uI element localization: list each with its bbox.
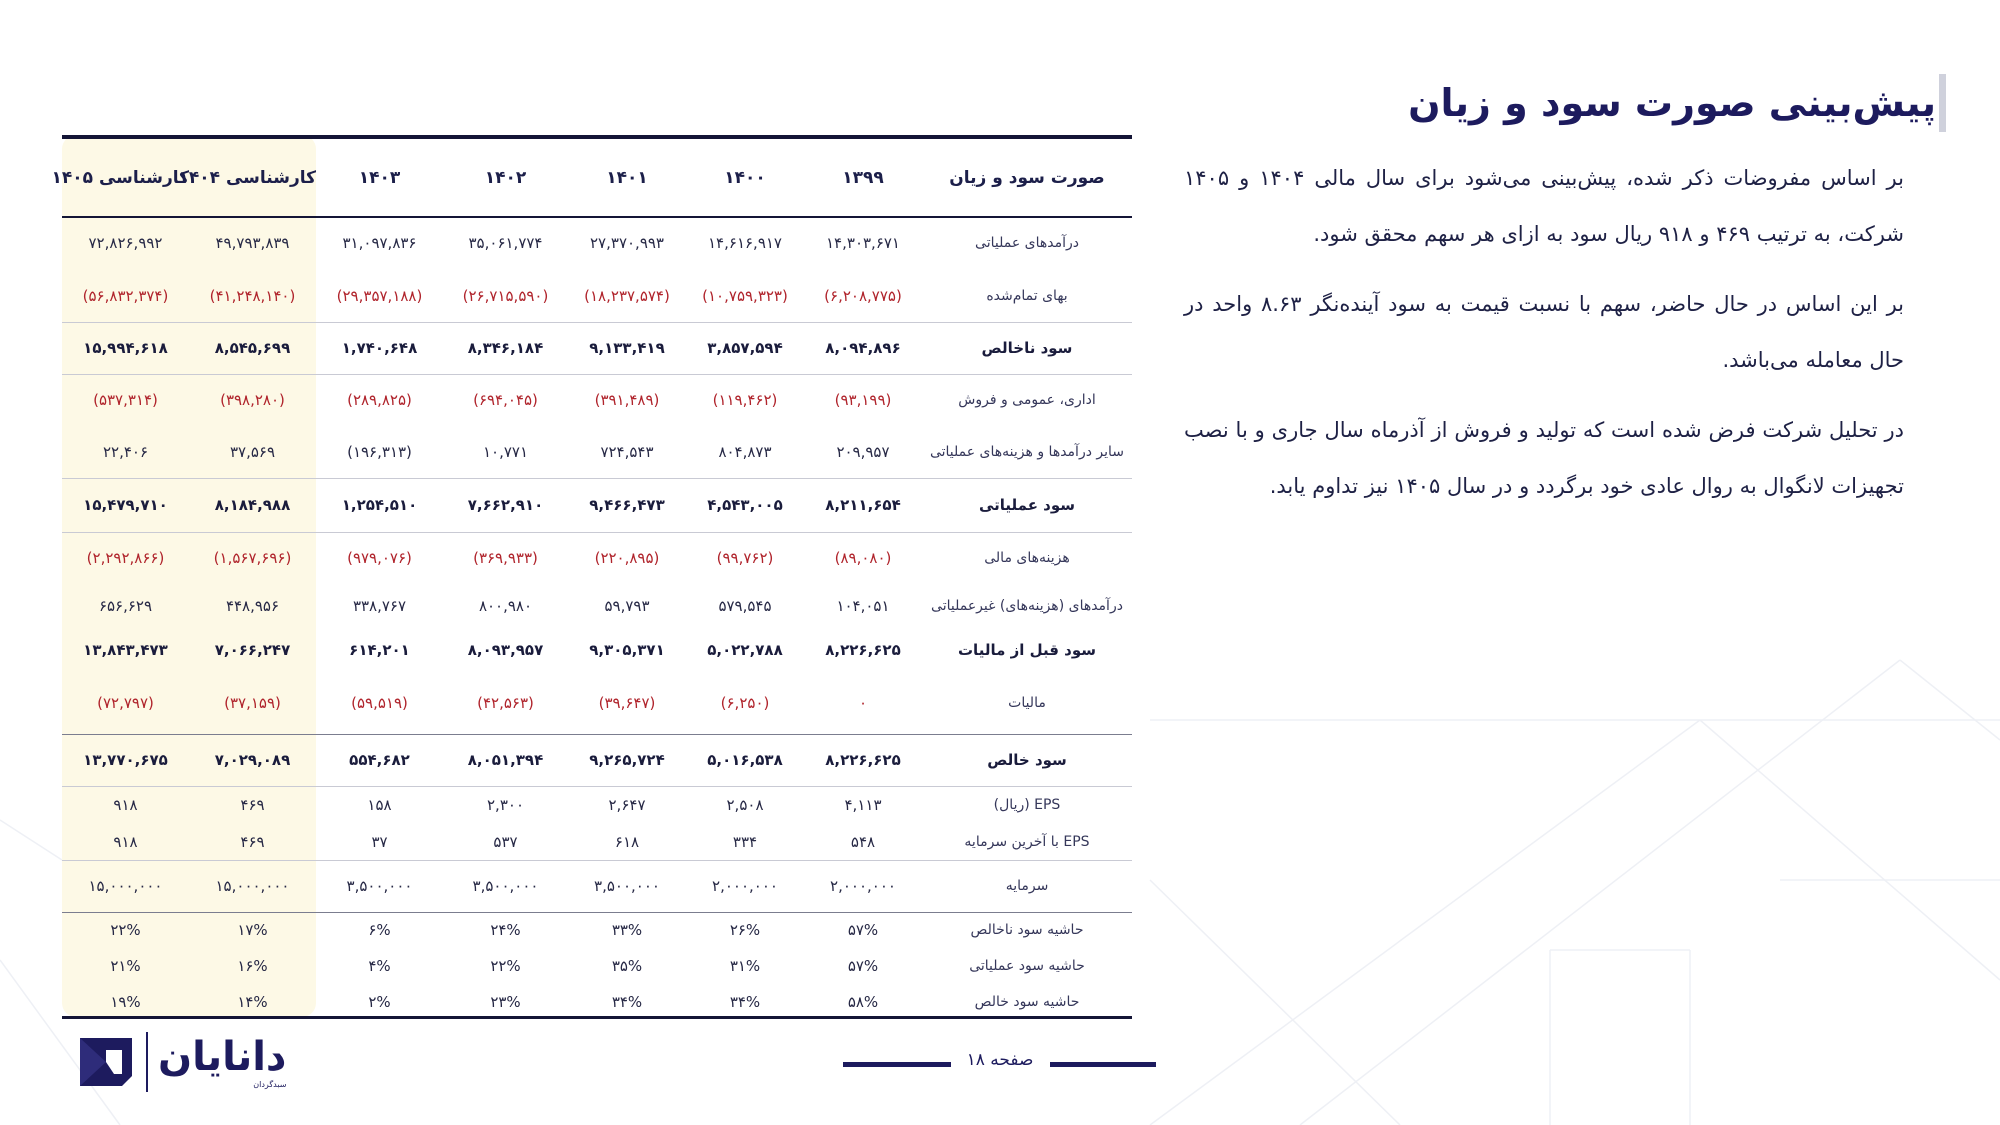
table-row [62, 270, 1132, 322]
row-value: ۱۹% [110, 993, 141, 1011]
table-row [62, 322, 1132, 374]
row-value: (۳۹,۶۴۷) [598, 693, 656, 712]
row-value: ۸,۰۵۱,۳۹۴ [443, 734, 568, 786]
row-value: ۹,۱۳۳,۴۱۹ [568, 322, 686, 374]
row-value: ۳,۵۰۰,۰۰۰ [316, 860, 443, 912]
row-value: ۹۱۸ [62, 786, 189, 824]
table-row [62, 912, 1132, 948]
brand-subtitle: سبدگردان [253, 1079, 287, 1089]
row-value: ۱۴,۳۰۳,۶۷۱ [826, 234, 900, 252]
table-row [62, 860, 1132, 912]
row-value: ۳,۵۰۰,۰۰۰ [568, 860, 686, 912]
page-title: پیش‌بینی صورت سود و زیان [1408, 81, 1936, 125]
row-label: سایر درآمدها و هزینه‌های عملیاتی [929, 443, 1125, 460]
row-value: ۲۲% [490, 957, 521, 975]
row-label: اداری، عمومی و فروش [922, 374, 1132, 426]
row-value: ۱۰۴,۰۵۱ [836, 597, 890, 615]
header-year: ۱۴۰۰ [724, 167, 766, 188]
income-statement-table [51, 139, 1132, 1020]
table-row [62, 628, 1132, 672]
row-value: ۱۵,۴۷۹,۷۱۰ [62, 478, 189, 532]
row-value: (۲۹,۳۵۷,۱۸۸) [336, 286, 423, 305]
row-value: (۱۹۶,۳۱۳) [347, 442, 412, 461]
row-value: ۱۵,۰۰۰,۰۰۰ [62, 860, 189, 912]
row-value: ۷۲,۸۲۶,۹۹۲ [88, 234, 163, 252]
header-year: ۱۴۰۲ [484, 167, 527, 188]
row-value: (۷۲,۷۹۷) [97, 693, 154, 712]
page-number: صفحه ۱۸ [966, 1050, 1034, 1070]
row-label: EPS (ریال) [922, 786, 1132, 824]
title-accent-bar [1939, 74, 1946, 132]
logo-mark-icon [76, 1032, 136, 1092]
table-row [62, 984, 1132, 1020]
row-value: ۲۷,۳۷۰,۹۹۳ [590, 234, 664, 252]
row-value: ۴۶۹ [240, 832, 265, 851]
row-label: سود قبل از مالیات [957, 641, 1096, 659]
row-value: ۸,۲۱۱,۶۵۴ [804, 478, 922, 532]
page-rule-left [843, 1062, 951, 1067]
row-value: ۱۰,۷۷۱ [482, 442, 529, 461]
row-value: ۹,۲۶۵,۷۲۴ [568, 734, 686, 786]
row-label: EPS با آخرین سرمایه [964, 833, 1090, 850]
row-label: سود خالص [922, 734, 1132, 786]
row-value: ۲۱% [110, 957, 141, 975]
table-row [62, 374, 1132, 426]
row-value: ۳۷ [371, 832, 388, 851]
row-value: ۳۴% [611, 993, 643, 1011]
row-value: ۵۸% [847, 993, 879, 1011]
paragraph-3: در تحلیل شرکت فرض شده است که تولید و فروش از آذرماه سال جاری و با نصب تجهیزات لانگوال به روال عادی خود برگردد و در سال ۱۴۰۵ نیز تداوم یابد. [1184, 418, 1904, 498]
row-value: ۶% [316, 912, 443, 948]
row-value: ۸,۵۴۵,۶۹۹ [189, 322, 316, 374]
row-value: ۵۹,۷۹۳ [604, 597, 650, 615]
row-value: ۶۱۸ [614, 832, 640, 851]
row-value: ۲% [368, 993, 391, 1011]
row-value: ۶۵۶,۶۲۹ [98, 597, 153, 615]
row-value: ۸۰۴,۸۷۳ [718, 442, 772, 461]
row-value: ۷,۰۶۶,۲۴۷ [214, 641, 291, 659]
row-value: ۱۶% [237, 957, 268, 975]
header-year: ۱۳۹۹ [842, 167, 884, 188]
row-value: ۱۵,۹۹۴,۶۱۸ [62, 322, 189, 374]
row-value: (۹۷۹,۰۷۶) [316, 532, 443, 584]
row-value: ۳,۸۵۷,۵۹۴ [686, 322, 804, 374]
row-value: ۹,۴۶۶,۴۷۳ [568, 478, 686, 532]
row-value: ۴,۱۱۳ [804, 786, 922, 824]
row-value: (۲۲۰,۸۹۵) [568, 532, 686, 584]
row-value: ۵۴۸ [850, 832, 876, 851]
row-value: (۹۳,۱۹۹) [804, 374, 922, 426]
row-value: (۶۹۴,۰۴۵) [443, 374, 568, 426]
row-value: (۳۶۹,۹۳۳) [443, 532, 568, 584]
row-value: ۴% [368, 957, 391, 975]
row-label: سرمایه [922, 860, 1132, 912]
row-value: ۲۲,۴۰۶ [102, 442, 149, 461]
row-value: ۴۹,۷۹۳,۸۳۹ [215, 234, 290, 252]
header-label: صورت سود و زیان [949, 167, 1105, 188]
row-value: ۸,۲۲۶,۶۲۵ [804, 734, 922, 786]
brand-name: دانایان [158, 1033, 287, 1080]
row-value: ۴۴۸,۹۵۶ [225, 597, 280, 615]
row-value: ۲,۰۰۰,۰۰۰ [804, 860, 922, 912]
header-forecast-year: کارشناسی ۱۴۰۴ [178, 167, 316, 188]
logo-text [158, 1033, 287, 1089]
row-value: ۳۵% [611, 957, 643, 975]
row-value: ۱۴% [237, 993, 268, 1011]
table-row [62, 532, 1132, 584]
row-value: ۶۱۴,۲۰۱ [349, 641, 410, 659]
table-row [62, 584, 1132, 628]
income-statement-table-area [51, 135, 1132, 1021]
paragraph-2: بر این اساس در حال حاضر، سهم با نسبت قیمت به سود آینده‌نگر ۸.۶۳ واحد در حال معامله می‌باشد. [1184, 292, 1905, 372]
row-value: ۸,۰۹۳,۹۵۷ [467, 641, 544, 659]
row-label: حاشیه سود خالص [974, 994, 1080, 1010]
row-value: (۵۶,۸۳۲,۳۷۴) [82, 286, 169, 305]
row-label: حاشیه سود عملیاتی [969, 958, 1085, 974]
row-value: ۲,۳۰۰ [443, 786, 568, 824]
row-value: ۷,۰۲۹,۰۸۹ [189, 734, 316, 786]
table-row [62, 478, 1132, 532]
row-value: ۷,۶۶۲,۹۱۰ [443, 478, 568, 532]
row-value: (۱۰,۷۵۹,۳۲۳) [702, 286, 788, 305]
row-label: درآمدهای عملیاتی [975, 235, 1079, 251]
row-value: (۱۱۹,۴۶۲) [686, 374, 804, 426]
row-value: ۵۳۷ [493, 832, 518, 851]
row-value: (۲۸۹,۸۲۵) [316, 374, 443, 426]
row-value: ۲۳% [490, 993, 521, 1011]
row-value: ۲۰۹,۹۵۷ [836, 442, 890, 461]
row-label: درآمدهای (هزینه‌های) غیرعملیاتی [931, 598, 1123, 614]
row-value: ۲,۵۰۸ [686, 786, 804, 824]
row-value: ۲,۶۴۷ [568, 786, 686, 824]
row-value: ۸,۰۹۴,۸۹۶ [804, 322, 922, 374]
row-value: ۳۳۸,۷۶۷ [352, 597, 407, 615]
table-row [62, 734, 1132, 786]
row-value: (۹۹,۷۶۲) [686, 532, 804, 584]
table-row [62, 426, 1132, 478]
row-value: ۱۳,۸۴۳,۴۷۳ [83, 641, 168, 659]
row-value: ۳۳۴ [732, 832, 758, 851]
row-value: ۱,۲۵۴,۵۱۰ [316, 478, 443, 532]
row-value: ۳۴% [729, 993, 761, 1011]
row-value: ۳۱% [729, 957, 761, 975]
row-value: ۱۴,۶۱۶,۹۱۷ [708, 234, 782, 252]
row-value: (۶,۲۵۰) [720, 693, 770, 712]
table-bottom-rule [62, 1016, 1132, 1019]
row-value: ۲۲% [62, 912, 189, 948]
row-value: (۶,۲۰۸,۷۷۵) [824, 286, 902, 305]
row-value: ۹,۳۰۵,۳۷۱ [589, 641, 665, 659]
row-value: ۹۱۸ [113, 832, 138, 851]
table-row [62, 786, 1132, 824]
row-value: ۵۷% [847, 957, 879, 975]
row-value: ۵,۰۱۶,۵۳۸ [686, 734, 804, 786]
row-label: حاشیه سود ناخالص [922, 912, 1132, 948]
row-value: ۱۷% [189, 912, 316, 948]
row-label: سود ناخالص [922, 322, 1132, 374]
table-header-row [62, 139, 1132, 216]
table-row [62, 216, 1132, 270]
row-value: ۳۷,۵۶۹ [229, 442, 276, 461]
row-value: (۱۸,۲۳۷,۵۷۴) [584, 286, 670, 305]
row-value: (۴۲,۵۶۳) [477, 693, 534, 712]
page-rule-right [1050, 1062, 1156, 1067]
row-value: ۱,۷۴۰,۶۴۸ [316, 322, 443, 374]
row-value: ۸,۳۴۶,۱۸۴ [443, 322, 568, 374]
row-value: ۸,۱۸۴,۹۸۸ [189, 478, 316, 532]
row-label: سود عملیاتی [922, 478, 1132, 532]
row-value: (۸۹,۰۸۰) [804, 532, 922, 584]
row-value: ۷۲۴,۵۴۳ [600, 442, 654, 461]
row-value: ۱۳,۷۷۰,۶۷۵ [62, 734, 189, 786]
row-value: ۱۵,۰۰۰,۰۰۰ [189, 860, 316, 912]
row-value: (۴۱,۲۴۸,۱۴۰) [209, 286, 296, 305]
row-value: ۸,۲۲۶,۶۲۵ [825, 641, 901, 659]
row-value: (۲,۲۹۲,۸۶۶) [62, 532, 189, 584]
brand-logo [76, 1032, 286, 1092]
row-value: ۳۳% [568, 912, 686, 948]
row-value: ۸۰۰,۹۸۰ [478, 597, 533, 615]
row-label: مالیات [1008, 694, 1046, 711]
header-year: ۱۴۰۳ [358, 167, 401, 188]
row-value: ۵۷% [804, 912, 922, 948]
row-value: ۳۵,۰۶۱,۷۷۴ [468, 234, 543, 252]
row-label: بهای تمام‌شده [986, 287, 1068, 304]
row-value: (۱,۵۶۷,۶۹۶) [189, 532, 316, 584]
row-value: (۲۶,۷۱۵,۵۹۰) [462, 286, 549, 305]
row-label: هزینه‌های مالی [922, 532, 1132, 584]
row-value: ۲۶% [686, 912, 804, 948]
row-value: ۳,۵۰۰,۰۰۰ [443, 860, 568, 912]
table-row [62, 948, 1132, 984]
description-block [1184, 150, 1904, 528]
table-row [62, 824, 1132, 860]
row-value: (۵۹,۵۱۹) [351, 693, 408, 712]
row-value: (۵۳۷,۳۱۴) [62, 374, 189, 426]
header-year: ۱۴۰۱ [606, 167, 648, 188]
row-value: ۵۷۹,۵۴۵ [718, 597, 772, 615]
header-forecast-year: کارشناسی ۱۴۰۵ [51, 167, 189, 188]
row-value: ۲,۰۰۰,۰۰۰ [686, 860, 804, 912]
row-value: ۵۵۴,۶۸۲ [316, 734, 443, 786]
row-value: ۱۵۸ [316, 786, 443, 824]
row-value: (۳۹۱,۴۸۹) [568, 374, 686, 426]
title-block [1408, 74, 1936, 132]
row-value: ۴,۵۴۳,۰۰۵ [686, 478, 804, 532]
row-value: ۳۱,۰۹۷,۸۳۶ [342, 234, 417, 252]
row-value: ۰ [858, 693, 868, 712]
row-value: (۳۷,۱۵۹) [224, 693, 281, 712]
logo-divider [146, 1032, 148, 1092]
table-row [62, 672, 1132, 734]
row-value: ۲۴% [443, 912, 568, 948]
row-value: (۳۹۸,۲۸۰) [189, 374, 316, 426]
row-value: ۴۶۹ [189, 786, 316, 824]
row-value: ۵,۰۲۲,۷۸۸ [707, 641, 783, 659]
paragraph-1: بر اساس مفروضات ذکر شده، پیش‌بینی می‌شود برای سال مالی ۱۴۰۴ و ۱۴۰۵ شرکت، به ترتیب ۴۶۹ و ۹۱۸ ریال سود به ازای هر سهم محقق شود. [1184, 166, 1904, 246]
